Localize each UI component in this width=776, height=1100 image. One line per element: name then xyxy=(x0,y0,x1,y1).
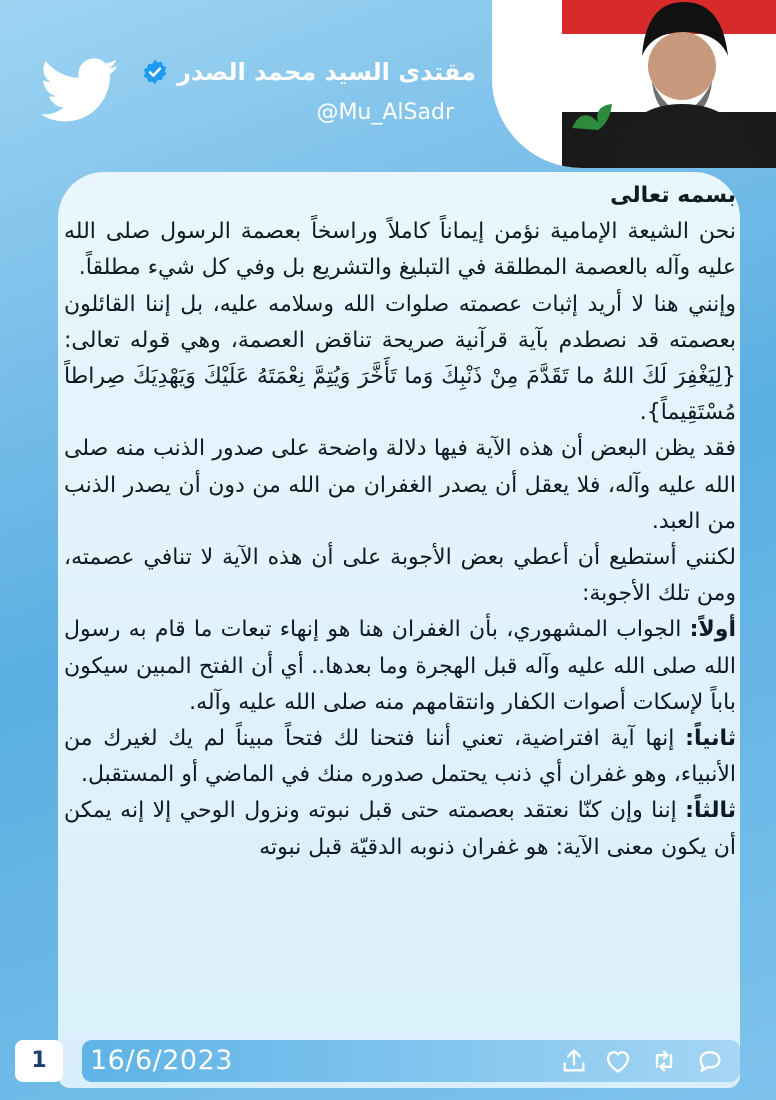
tweet-point xyxy=(64,793,736,865)
verified-check-icon xyxy=(141,58,169,86)
tweet-heading: بسمه تعالى xyxy=(610,183,736,208)
tweet-point xyxy=(64,721,736,793)
tweet-paragraph: لكنني أستطيع أن أعطي بعض الأجوبة على أن هذه الآية لا تنافي عصمته، ومن تلك الأجوبة: xyxy=(64,545,736,607)
avatar[interactable] xyxy=(492,0,776,168)
profile-name-text: مقتدى السيد محمد الصدر xyxy=(177,58,476,86)
tweet-date: 16/6/2023 xyxy=(90,1045,233,1076)
avatar-photo xyxy=(492,0,776,168)
tweet-paragraph: فقد يظن البعض أن هذه الآية فيها دلالة واضحة على صدور الذنب منه صلى الله عليه وآله، فلا يعقل أن يصدر الغفران من الله من دون أن يصدر الذنب من العبد. xyxy=(64,436,736,534)
share-icon[interactable] xyxy=(560,1047,588,1075)
point-text: الجواب المشهوري، بأن الغفران هنا هو إنهاء تبعات ما قام به رسول الله صلى الله عليه وآله قبل الهجرة وما بعدها.. أي أن الفتح المبين سيكون باباً لإسكات أصوات الكفار وانتقامهم منه صلى الله عليه وآله. xyxy=(64,617,736,715)
tweet-body xyxy=(64,178,736,1038)
profile-name[interactable] xyxy=(141,58,476,86)
twitter-bird-icon xyxy=(40,58,120,124)
profile-header xyxy=(0,0,776,175)
profile-handle[interactable]: @Mu_AlSadr xyxy=(316,100,454,125)
point-label: ثانياً: xyxy=(685,726,736,752)
page-number-badge: 1 xyxy=(15,1040,63,1082)
point-label: ثالثاً: xyxy=(685,798,736,824)
tweet-paragraph: نحن الشيعة الإمامية نؤمن إيماناً كاملاً وراسخاً بعصمة الرسول صلى الله عليه وآله بالعصمة المطلقة في التبليغ والتشريع بل وفي كل شيء مطلقاً. xyxy=(64,219,736,281)
like-heart-icon[interactable] xyxy=(604,1047,632,1075)
retweet-icon[interactable] xyxy=(650,1047,678,1075)
tweet-paragraph: وإنني هنا لا أريد إثبات عصمته صلوات الله وسلامه عليه، بل إننا القائلون بعصمته قد نصطدم بآية قرآنية صريحة تناقض العصمة، وهي قوله تعالى: {لِيَغْفِرَ لَكَ اللهُ ما تَقَدَّمَ مِنْ ذَنْبِكَ وَما تَأَخَّرَ وَيُتِمَّ نِعْمَتَهُ عَلَيْكَ وَيَهْدِيَكَ صِراطاً مُسْتَقِيماً}. xyxy=(64,291,736,426)
tweet-point xyxy=(64,612,736,721)
point-text: إننا وإن كنّا نعتقد بعصمته حتى قبل نبوته ونزول الوحي إلا إنه يمكن أن يكون معنى الآية: هو غفران ذنوبه الدقيّة قبل نبوته xyxy=(64,798,736,860)
point-label: أولاً: xyxy=(689,617,736,643)
point-text: إنها آية افتراضية، تعني أننا فتحنا لك فتحاً مبيناً لم يك لغيرك من الأنبياء، وهو غفران أي ذنب يحتمل صدوره منك في الماضي أو المستقبل. xyxy=(64,726,736,788)
reply-icon[interactable] xyxy=(696,1047,724,1075)
